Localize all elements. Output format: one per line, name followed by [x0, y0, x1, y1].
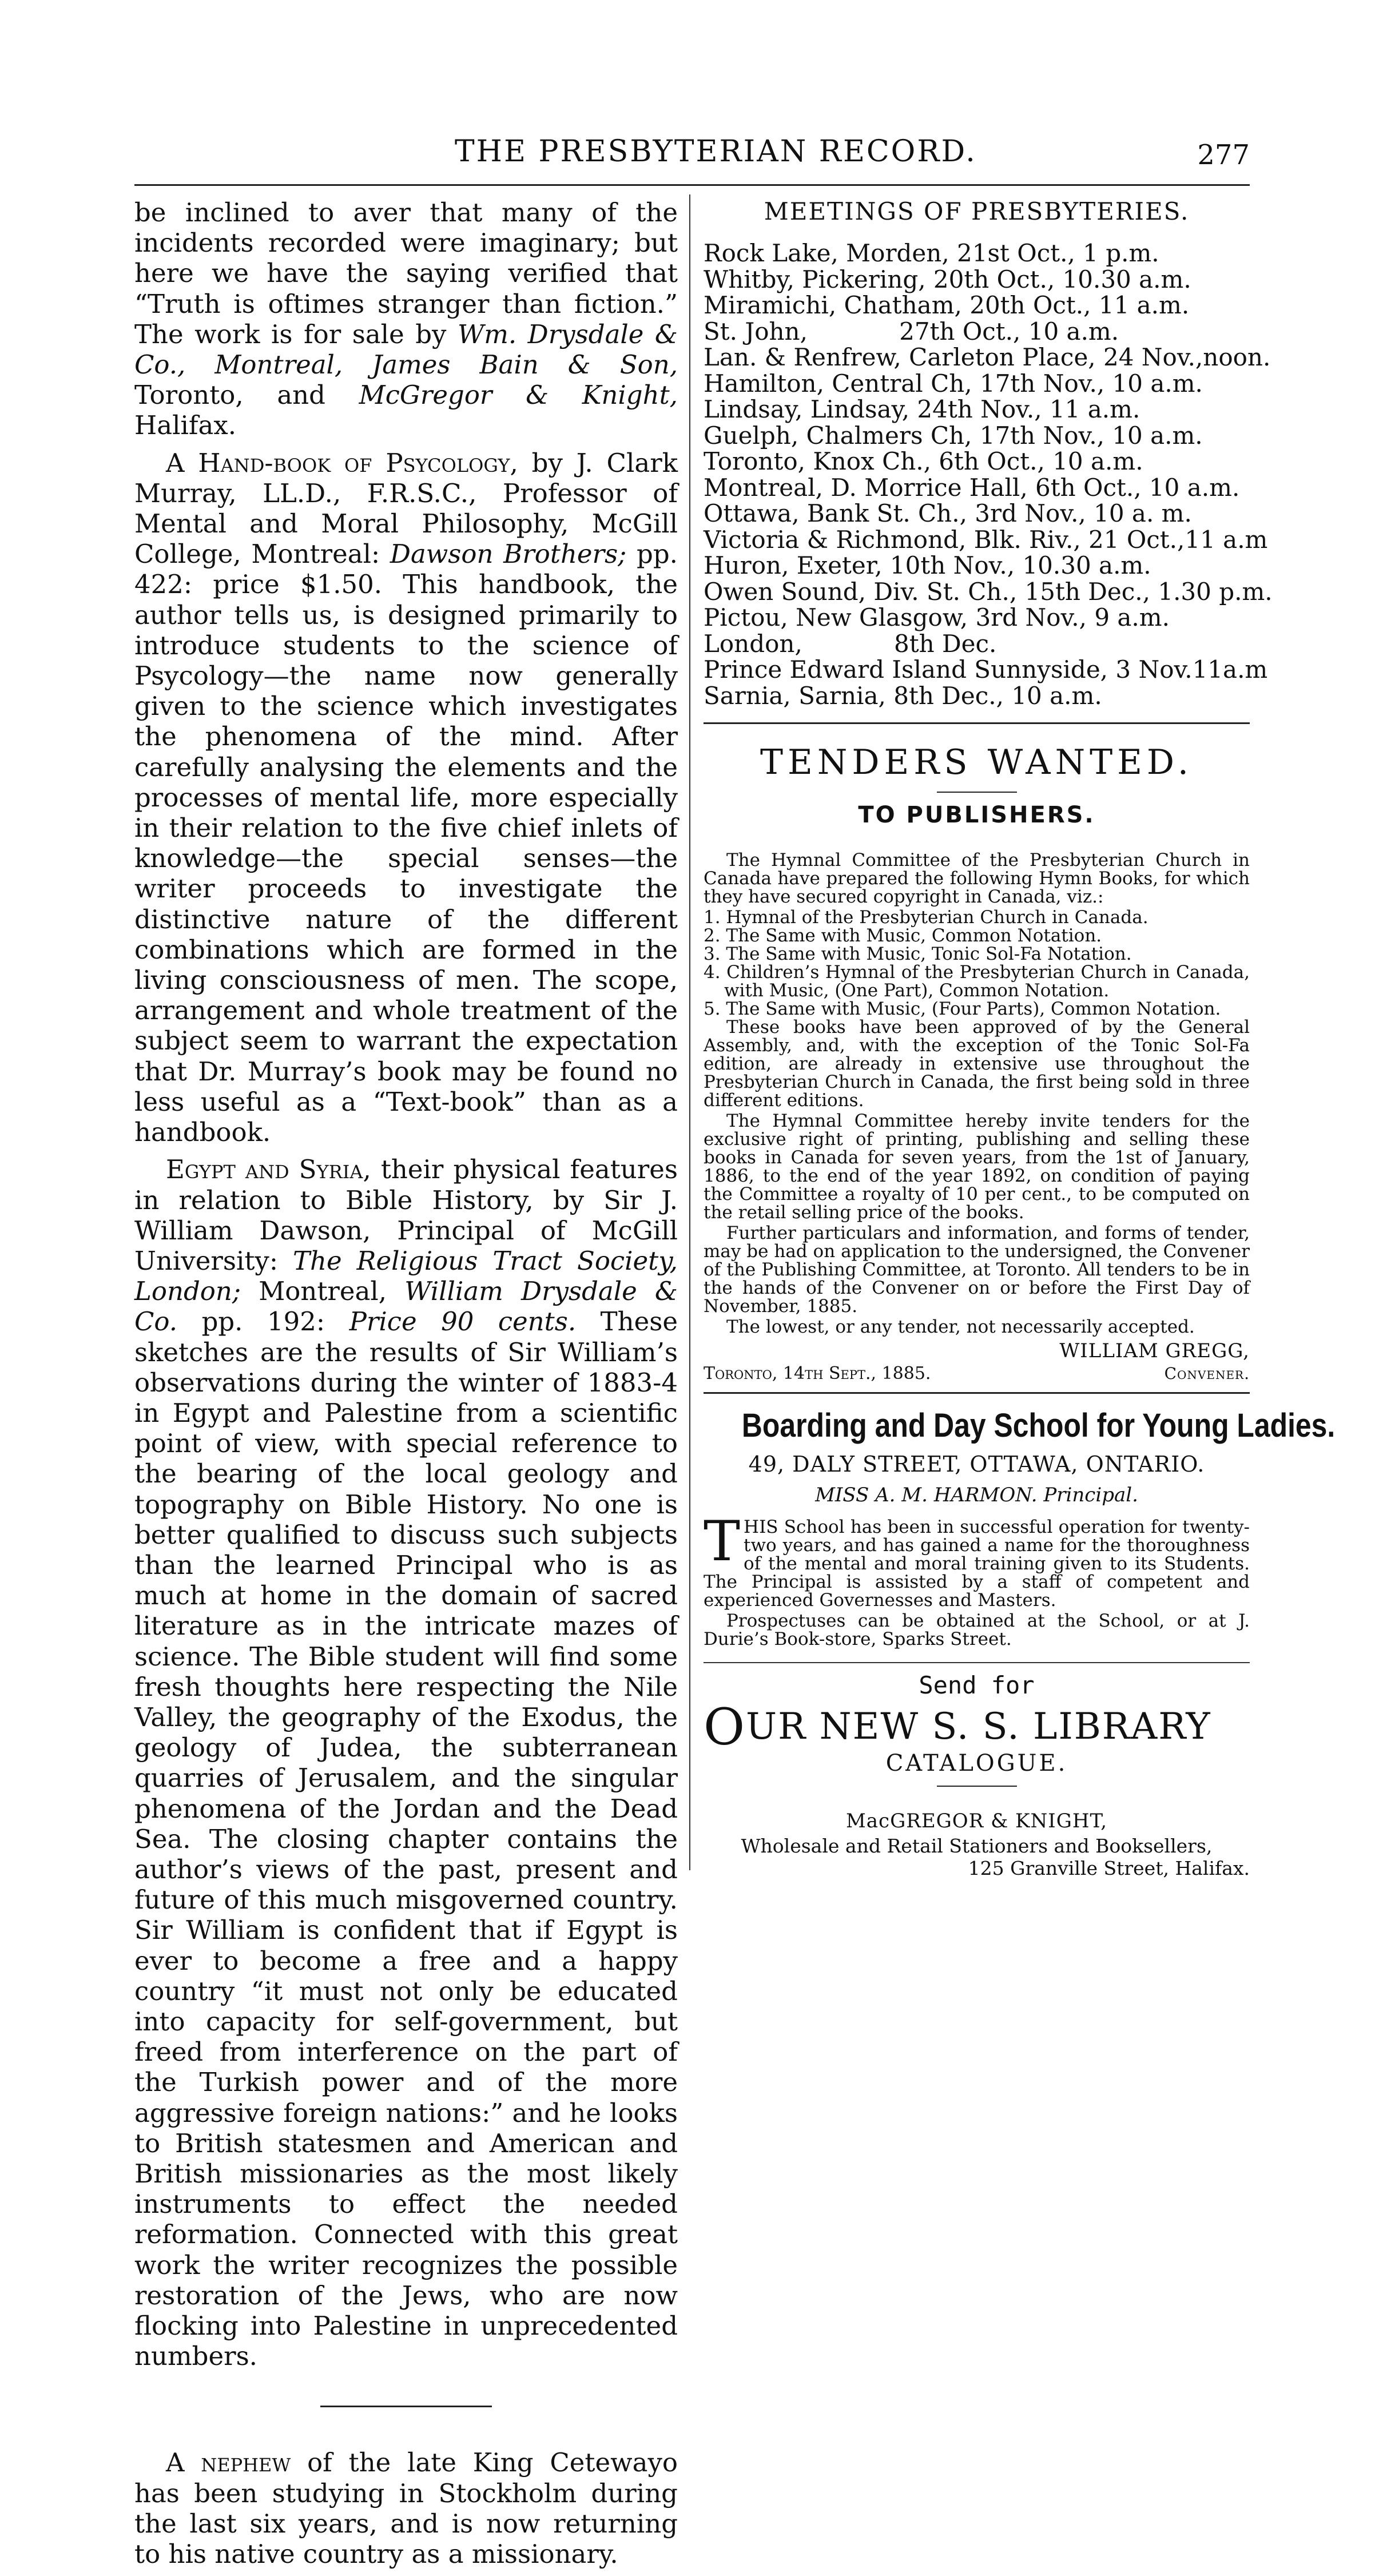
firm-description: Wholesale and Retail Stationers and Booksellers, [741, 1835, 1213, 1857]
meeting-line: Toronto, Knox Ch., 6th Oct., 10 a.m. [704, 447, 1143, 475]
signature: WILLIAM GREGG, [1059, 1339, 1250, 1362]
meeting-line: Guelph, Chalmers Ch, 17th Nov., 10 a.m. [704, 421, 1203, 450]
review-egypt-syria: Egypt and Syria, their physical features in relation to Bible History, by Sir J. William Dawson, Principal of McGill University: The Religious Tract Society, London; Montreal, William Drysdale & Co. pp. 192: Price 90 cents. These sketches are the results of Sir William’s observations during the winter of 1883-4 in Egypt and Palestine from a scientific point of view, with special reference to the bearing of the local geology and topography on Bible History. No one is better qualified to discuss such subjects than the learned Principal who is as much at home in the domain of sacred literature as in the intricate mazes of science. The Bible student will find some fresh thoughts here respecting the Nile Valley, the geography of the Exodus, the geology of Judea, the subterranean quarries of Jerusalem, and the singular phenomena of the Jordan and the Dead Sea. The closing chapter contains the author’s views of the past, present and future of this much misgoverned country. Sir William is confident that if Egypt is ever to become a free and a happy country “it must not only be educated into capacity for self-government, but freed from interference on the part of the Turkish power and of the more aggressive foreign nations:” and he looks to British statesmen and American and British missionaries as the most likely instruments to effect the needed reformation. Connected with this great work the writer recognizes the possible restoration of the Jews, who are now flocking into Palestine in unprecedented numbers. [134, 1154, 678, 2372]
meeting-line: Lan. & Renfrew, Carleton Place, 24 Nov.,noon. [704, 343, 1271, 371]
header-rule [134, 184, 1250, 186]
meeting-line: Pictou, New Glasgow, 3rd Nov., 9 a.m. [704, 603, 1170, 631]
left-column [134, 197, 678, 2576]
meeting-line: St. John, 27th Oct., 10 a.m. [704, 317, 1119, 345]
meeting-line: Prince Edward Island Sunnyside, 3 Nov.11a.m [704, 655, 1268, 683]
boarding-body [704, 1509, 1250, 1649]
catalogue-label: CATALOGUE. [885, 1750, 1068, 1776]
meeting-line: Hamilton, Central Ch, 17th Nov., 10 a.m. [704, 369, 1203, 397]
boarding-principal: MISS A. M. HARMON. Principal. [815, 1484, 1138, 1506]
boarding-school-title: Boarding and Day School for Young Ladies. [741, 1407, 1336, 1444]
firm-address: 125 Granville Street, Halifax. [968, 1857, 1250, 1879]
place-date: Toronto, 14th Sept., 1885. [704, 1363, 931, 1384]
tenders-intro: The Hymnal Committee of the Presbyterian Church in Canada have prepared the following Hymn Books, for which they have secured copyright in Canada, viz.: [704, 850, 1250, 907]
section-rule [320, 2406, 492, 2407]
tenders-paragraph: These books have been approved of by the General Assembly, and, with the exception of the Tonic Sol-Fa edition, are already in extensive use throughout the Presbyterian Church in Canada, the first being sold in three different editions. [704, 1017, 1250, 1111]
meeting-line: Montreal, D. Morrice Hall, 6th Oct., 10 a.m. [704, 473, 1240, 502]
section-rule [704, 1662, 1250, 1663]
short-rule [937, 792, 1017, 793]
hymnal-item: 3. The Same with Music, Tonic Sol-Fa Notation. [704, 944, 1132, 964]
drop-cap: T [704, 1509, 741, 1573]
meeting-line: Victoria & Richmond, Blk. Riv., 21 Oct.,11 a.m [704, 525, 1268, 554]
meetings-title: MEETINGS OF PRESBYTERIES. [764, 197, 1190, 225]
boarding-address: 49, DALY STREET, OTTAWA, ONTARIO. [748, 1452, 1205, 1477]
tenders-signoff [704, 1341, 1250, 1386]
hymnal-item: 2. The Same with Music, Common Notation. [704, 925, 1102, 946]
hymnal-item: 4. Children’s Hymnal of the Presbyterian Church in Canada, with Music, (One Part), Common Notation. [704, 962, 1250, 1001]
column-divider [689, 194, 690, 1870]
meeting-line: London, 8th Dec. [704, 629, 997, 658]
hymnal-item: 5. The Same with Music, (Four Parts), Common Notation. [704, 999, 1221, 1019]
page-number: 277 [1197, 139, 1250, 171]
tenders-paragraph: The lowest, or any tender, not necessarily accepted. [726, 1317, 1195, 1337]
news-cetewayo: A nephew of the late King Cetewayo has been studying in Stockholm during the last six years, and is now returning to his native country as a missionary. [134, 2447, 678, 2570]
meeting-line: Miramichi, Chatham, 20th Oct., 11 a.m. [704, 291, 1190, 319]
tenders-title: TENDERS WANTED. [760, 742, 1193, 782]
boarding-text-2: Prospectuses can be obtained at the School, or at J. Durie’s Book-store, Sparks Street. [704, 1611, 1250, 1649]
short-rule [937, 1786, 1017, 1787]
tenders-paragraph: The Hymnal Committee hereby invite tenders for the exclusive right of printing, publishing and selling these books in Canada for seven years, from the 1st of January, 1886, to the end of the year 1892, on condition of paying the Committee a royalty of 10 per cent., to be computed on the retail selling price of the books. [704, 1111, 1250, 1223]
meeting-line: Sarnia, Sarnia, 8th Dec., 10 a.m. [704, 681, 1102, 710]
firm-name: MacGREGOR & KNIGHT, [845, 1810, 1108, 1832]
meeting-line: Whitby, Pickering, 20th Oct., 10.30 a.m. [704, 265, 1191, 293]
section-rule [704, 1392, 1250, 1394]
boarding-text: THIS School has been in successful operation for twenty-two years, and has gained a name for the thoroughness of the mental and moral training given to its Students. The Principal is assisted by a staff of competent and experienced Governesses and Masters. [704, 1509, 1250, 1611]
meeting-line: Ottawa, Bank St. Ch., 3rd Nov., 10 a. m. [704, 499, 1192, 527]
hymnal-item: 1. Hymnal of the Presbyterian Church in Canada. [704, 907, 1149, 928]
tenders-paragraph: Further particulars and information, and forms of tender, may be had on application to the undersigned, the Convener of the Publishing Committee, at Toronto. All tenders to be in the hands of the Convener on or before the First Day of November, 1885. [704, 1223, 1250, 1317]
tenders-subtitle: TO PUBLISHERS. [858, 802, 1095, 828]
right-column [704, 197, 1336, 1879]
journal-title: THE PRESBYTERIAN RECORD. [455, 134, 977, 169]
meeting-line: Lindsay, Lindsay, 24th Nov., 11 a.m. [704, 395, 1140, 423]
library-title: OUR NEW S. S. LIBRARY [704, 1698, 1211, 1756]
signatory-role: Convener. [1164, 1364, 1250, 1383]
send-for-label: Send for [919, 1671, 1035, 1699]
review-psychology: A Hand-book of Psycology, by J. Clark Murray, LL.D., F.R.S.C., Professor of Mental and Moral Philosophy, McGill College, Montreal: Dawson Brothers; pp. 422: price $1.50. This handbook, the author tells us, is designed primarily to introduce students to the science of Psycology—the name now generally given to the science which investigates the phenomena of the mind. After carefully analysing the elements and the processes of mental life, more especially in their relation to the five chief inlets of knowledge—the special senses—the writer proceeds to investigate the distinctive nature of the different combinations which are formed in the living consciousness of men. The scope, arrangement and whole treatment of the subject seem to warrant the expectation that Dr. Murray’s book may be found no less useful as a “Text-book” than as a handbook. [134, 447, 678, 1148]
section-rule [704, 722, 1250, 724]
tenders-body [704, 851, 1250, 1336]
page-header [134, 134, 1250, 180]
review-continuation: be inclined to aver that many of the incidents recorded were imaginary; but here we have the saying verified that “Truth is oftimes stranger than fiction.” The work is for sale by Wm. Drysdale & Co., Montreal, James Bain & Son, Toronto, and McGregor & Knight, Halifax. [134, 197, 678, 441]
meeting-line: Huron, Exeter, 10th Nov., 10.30 a.m. [704, 551, 1151, 579]
meeting-line: Rock Lake, Morden, 21st Oct., 1 p.m. [704, 239, 1159, 267]
meetings-list [704, 239, 1273, 710]
meeting-line: Owen Sound, Div. St. Ch., 15th Dec., 1.30 p.m. [704, 577, 1273, 606]
